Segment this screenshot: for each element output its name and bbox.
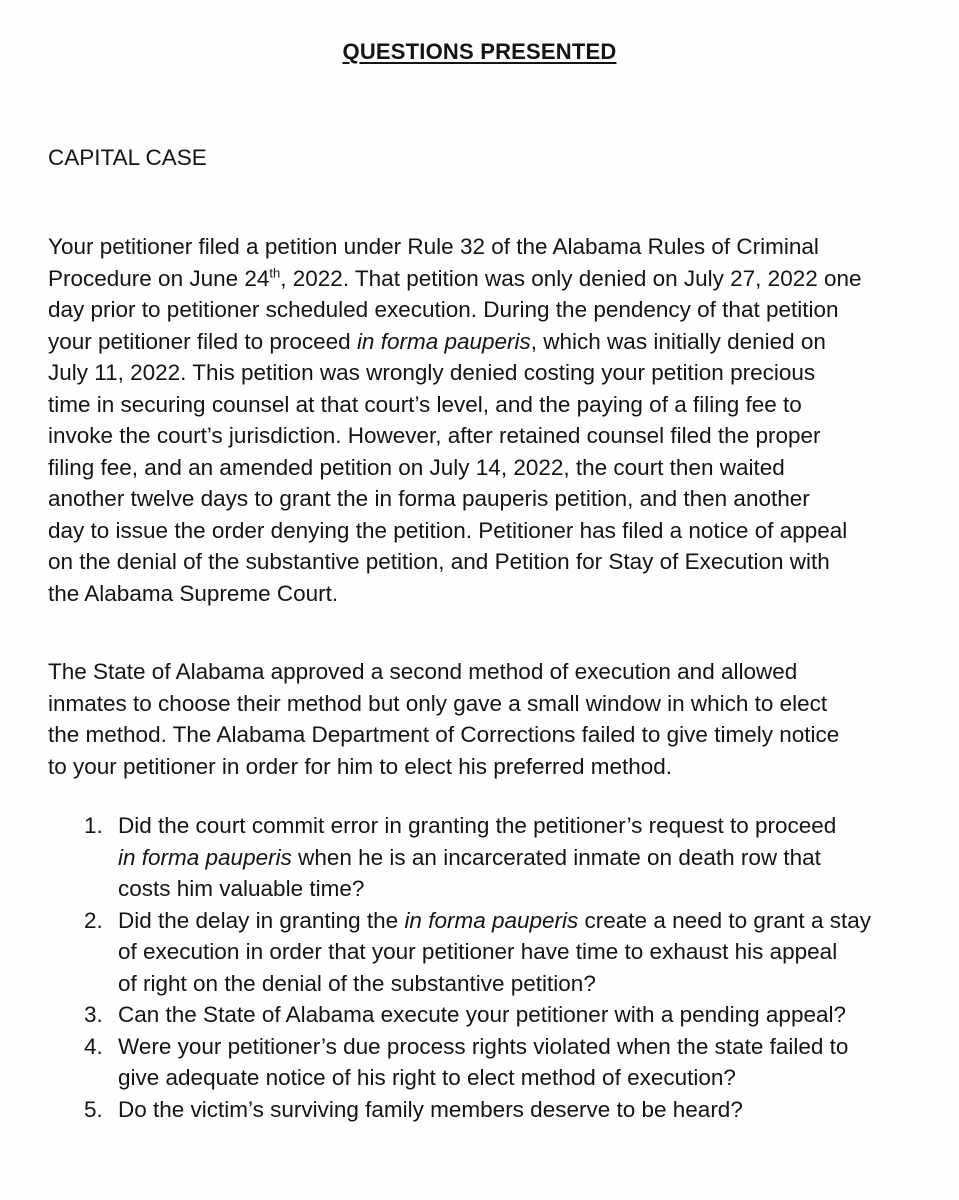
text-fragment: , 2022. That petition was only denied on July 27, 2022 one bbox=[280, 265, 862, 291]
text-line: Were your petitioner’s due process rights violated when the state failed to bbox=[118, 1033, 849, 1059]
question-item bbox=[84, 1031, 924, 1094]
italic-term: in forma pauperis bbox=[404, 907, 579, 933]
question-number: 5. bbox=[84, 1096, 103, 1122]
question-item bbox=[84, 1094, 924, 1126]
text-line bbox=[48, 263, 918, 295]
text-line: Can the State of Alabama execute your petitioner with a pending appeal? bbox=[118, 1002, 846, 1027]
question-item bbox=[84, 905, 924, 1000]
text-line: day to issue the order denying the petition. Petitioner has filed a notice of appeal bbox=[48, 517, 848, 543]
text-line: invoke the court’s jurisdiction. However, after retained counsel filed the proper bbox=[48, 423, 821, 448]
text-line: The State of Alabama approved a second method of execution and allowed bbox=[48, 659, 798, 684]
case-label: CAPITAL CASE bbox=[48, 145, 207, 170]
text-fragment: , which was initially denied on bbox=[530, 328, 826, 354]
question-item bbox=[84, 999, 924, 1031]
ordinal-suffix: th bbox=[269, 265, 281, 280]
text-fragment: create a need to grant a stay bbox=[578, 907, 871, 933]
text-line: July 11, 2022. This petition was wrongly denied costing your petition precious bbox=[48, 360, 816, 385]
question-number: 3. bbox=[84, 1002, 103, 1027]
paragraph-procedural-history bbox=[48, 231, 918, 609]
italic-term: in forma pauperis bbox=[356, 328, 531, 354]
text-line: of execution in order that your petitioner have time to exhaust his appeal bbox=[118, 939, 838, 964]
paragraph-execution-method bbox=[48, 656, 918, 782]
text-line: the Alabama Supreme Court. bbox=[48, 580, 339, 606]
questions-list bbox=[84, 810, 924, 1125]
page-title: QUESTIONS PRESENTED bbox=[342, 39, 617, 64]
text-line: of right on the denial of the substantive petition? bbox=[118, 970, 596, 996]
text-line: another twelve days to grant the in forma pauperis petition, and then another bbox=[48, 486, 810, 511]
text-line: costs him valuable time? bbox=[118, 876, 365, 901]
text-line: on the denial of the substantive petition, and Petition for Stay of Execution with bbox=[48, 549, 830, 574]
text-line: Do the victim’s surviving family members deserve to be heard? bbox=[118, 1096, 743, 1122]
text-fragment: your petitioner filed to proceed bbox=[48, 328, 357, 354]
text-line: day prior to petitioner scheduled execution. During the pendency of that petition bbox=[48, 297, 839, 322]
question-item bbox=[84, 810, 924, 905]
question-number: 2. bbox=[84, 907, 103, 933]
text-line: to your petitioner in order for him to elect his preferred method. bbox=[48, 753, 673, 779]
text-line: inmates to choose their method but only gave a small window in which to elect bbox=[48, 690, 828, 716]
text-line: time in securing counsel at that court’s level, and the paying of a filing fee to bbox=[48, 391, 802, 417]
text-line bbox=[118, 905, 924, 937]
text-line: give adequate notice of his right to elect method of execution? bbox=[118, 1065, 736, 1090]
text-fragment: Did the delay in granting the bbox=[118, 907, 405, 933]
text-line: filing fee, and an amended petition on July 14, 2022, the court then waited bbox=[48, 454, 785, 480]
text-line: Did the court commit error in granting the petitioner’s request to proceed bbox=[118, 813, 837, 838]
italic-term: in forma pauperis bbox=[118, 844, 292, 870]
text-line bbox=[48, 326, 918, 358]
text-line bbox=[118, 842, 924, 874]
text-line: Your petitioner filed a petition under Rule 32 of the Alabama Rules of Criminal bbox=[48, 234, 819, 259]
question-number: 4. bbox=[84, 1033, 103, 1059]
text-fragment: when he is an incarcerated inmate on death row that bbox=[291, 844, 821, 870]
text-line: the method. The Alabama Department of Corrections failed to give timely notice bbox=[48, 722, 840, 747]
question-number: 1. bbox=[84, 813, 103, 838]
text-fragment: Procedure on June 24 bbox=[48, 265, 270, 291]
